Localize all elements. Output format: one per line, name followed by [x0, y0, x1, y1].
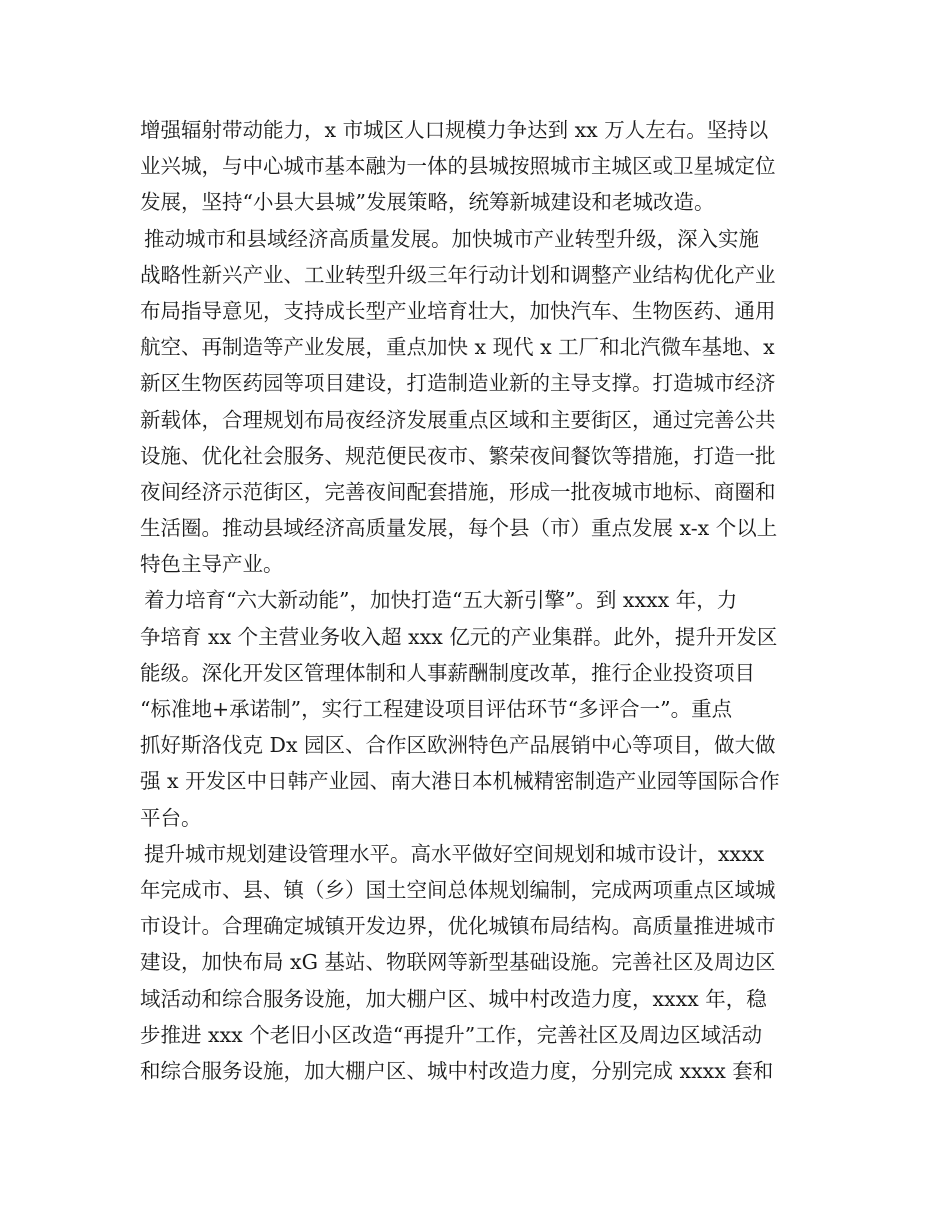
- document-body: [140, 112, 816, 1089]
- paragraph-line: 建设，加快布局 xG 基站、物联网等新型基础设施。完善社区及周边区: [140, 950, 776, 975]
- paragraph-line: 年完成市、县、镇（乡）国土空间总体规划编制，完成两项重点区域城: [140, 877, 776, 902]
- paragraph-line: 布局指导意见，支持成长型产业培育壮大，加快汽车、生物医药、通用: [140, 298, 776, 323]
- paragraph-line: 着力培育“六大新动能”，加快打造“五大新引擎”。到 xxxx 年，力: [144, 588, 738, 613]
- paragraph-line: 争培育 xx 个主营业务收入超 xxx 亿元的产业集群。此外，提升开发区: [140, 624, 778, 649]
- paragraph-line: 域活动和综合服务设施，加大棚户区、城中村改造力度，xxxx 年，稳: [140, 986, 767, 1011]
- paragraph-line: 发展，坚持“小县大县城”发展策略，统筹新城建设和老城改造。: [140, 190, 715, 215]
- paragraph-4: [140, 836, 816, 1089]
- paragraph-line: 设施、优化社会服务、规范便民夜市、繁荣夜间餐饮等措施，打造一批: [140, 443, 776, 468]
- paragraph-line: 推动城市和县域经济高质量发展。加快城市产业转型升级，深入实施: [144, 226, 759, 251]
- paragraph-line: 战略性新兴产业、工业转型升级三年行动计划和调整产业结构优化产业: [140, 262, 776, 287]
- paragraph-line: 能级。深化开发区管理体制和人事薪酬制度改革，推行企业投资项目: [140, 660, 755, 685]
- paragraph-line: 生活圈。推动县域经济高质量发展，每个县（市）重点发展 x-x 个以上: [140, 516, 778, 541]
- paragraph-line: 市设计。合理确定城镇开发边界，优化城镇布局结构。高质量推进城市: [140, 914, 776, 939]
- paragraph-line: 业兴城，与中心城市基本融为一体的县城按照城市主城区或卫星城定位: [140, 154, 776, 179]
- paragraph-line: 特色主导产业。: [140, 552, 284, 577]
- paragraph-line: 航空、再制造等产业发展，重点加快 x 现代 x 工厂和北汽微车基地、x: [140, 335, 775, 360]
- paragraph-line: 新区生物医药园等项目建设，打造制造业新的主导支撑。打造城市经济: [140, 371, 776, 396]
- paragraph-line: 和综合服务设施，加大棚户区、城中村改造力度，分别完成 xxxx 套和: [140, 1058, 774, 1083]
- paragraph-line: 夜间经济示范街区，完善夜间配套措施，形成一批夜城市地标、商圈和: [140, 479, 776, 504]
- paragraph-line: 抓好斯洛伐克 Dx 园区、合作区欧洲特色产品展销中心等项目，做大做: [140, 733, 776, 758]
- paragraph-line: “标准地+承诺制”，实行工程建设项目评估环节“多评合一”。重点: [140, 697, 733, 721]
- paragraph-line: 步推进 xxx 个老旧小区改造“再提升”工作，完善社区及周边区域活动: [140, 1022, 763, 1047]
- paragraph-line: 强 x 开发区中日韩产业园、南大港日本机械精密制造产业园等国际合作: [140, 769, 780, 794]
- paragraph-2: [140, 221, 816, 583]
- paragraph-3: [140, 582, 816, 835]
- paragraph-line: 新载体，合理规划布局夜经济发展重点区域和主要街区，通过完善公共: [140, 407, 776, 432]
- paragraph-line: 平台。: [140, 805, 202, 830]
- paragraph-1: [140, 112, 816, 221]
- paragraph-line: 提升城市规划建设管理水平。高水平做好空间规划和城市设计，xxxx: [144, 841, 765, 866]
- paragraph-line: 增强辐射带动能力，x 市城区人口规模力争达到 xx 万人左右。坚持以: [140, 118, 769, 142]
